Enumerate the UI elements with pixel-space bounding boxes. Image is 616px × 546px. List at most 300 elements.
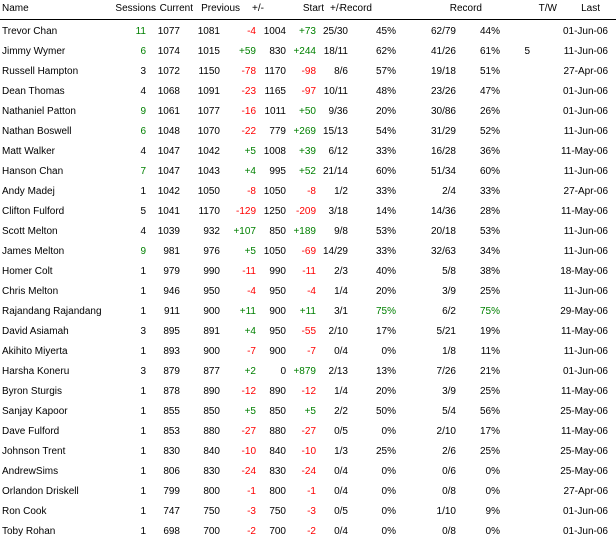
cell-start: 850 (269, 226, 286, 237)
cell-record-total: 1/8 (442, 346, 456, 357)
cell-current: 1072 (157, 66, 180, 77)
cell-diff-start: -11 (302, 266, 316, 277)
cell-sessions: 1 (140, 466, 146, 477)
cell-start: 1011 (264, 106, 286, 117)
cell-start: 830 (269, 46, 286, 57)
cell-name: AndrewSims (2, 466, 59, 477)
cell-name: Clifton Fulford (2, 206, 65, 217)
cell-start: 990 (269, 266, 286, 277)
cell-diff-previous: -8 (247, 186, 256, 197)
cell-record-total: 51/34 (430, 166, 456, 177)
cell-tw (510, 402, 530, 422)
cell-record: 21/14 (322, 166, 348, 177)
cell-current: 698 (163, 526, 180, 537)
cell-record-total-pct: 0% (485, 486, 500, 497)
cell-previous: 850 (203, 406, 220, 417)
cell-sessions: 1 (140, 486, 146, 497)
cell-name: Ron Cook (2, 506, 47, 517)
table-row (0, 242, 616, 262)
cell-record-total-pct: 0% (485, 466, 500, 477)
cell-sessions: 3 (140, 326, 146, 337)
cell-last: 11-Jun-06 (563, 246, 608, 257)
cell-sessions: 1 (140, 286, 146, 297)
cell-name: Jimmy Wymer (2, 46, 66, 57)
cell-tw (510, 422, 530, 442)
cell-previous: 1070 (197, 126, 220, 137)
table-row (0, 22, 616, 42)
cell-previous: 840 (203, 446, 220, 457)
table-row (0, 482, 616, 502)
cell-diff-previous: -7 (247, 346, 256, 357)
table-row (0, 282, 616, 302)
cell-record-pct: 60% (375, 166, 396, 177)
cell-record-total-pct: 60% (479, 166, 500, 177)
cell-record: 1/4 (334, 286, 348, 297)
cell-diff-previous: +11 (239, 306, 256, 317)
cell-diff-start: -7 (307, 346, 316, 357)
cell-tw (510, 182, 530, 202)
cell-record-total-pct: 0% (485, 526, 500, 537)
cell-diff-previous: +2 (244, 366, 256, 377)
table-row (0, 182, 616, 202)
cell-previous: 950 (203, 286, 220, 297)
cell-tw (510, 242, 530, 262)
cell-record-pct: 45% (375, 26, 396, 37)
cell-last: 01-Jun-06 (562, 86, 608, 97)
cell-record-total-pct: 44% (479, 26, 500, 37)
cell-start: 890 (269, 386, 286, 397)
cell-diff-start: -69 (301, 246, 316, 257)
cell-current: 1041 (157, 206, 180, 217)
cell-last: 01-Jun-06 (562, 26, 608, 37)
cell-start: 1170 (264, 66, 286, 77)
cell-start: 0 (280, 366, 286, 377)
cell-diff-previous: +4 (244, 166, 256, 177)
cell-current: 911 (164, 306, 180, 317)
cell-current: 1047 (157, 146, 180, 157)
cell-current: 979 (163, 266, 180, 277)
cell-tw (510, 522, 530, 542)
cell-diff-start: -24 (301, 466, 316, 477)
cell-name: Andy Madej (2, 186, 55, 197)
cell-record-total-pct: 11% (480, 346, 500, 357)
cell-last: 11-Jun-06 (563, 226, 608, 237)
cell-current: 830 (163, 446, 180, 457)
cell-record-pct: 57% (375, 66, 396, 77)
cell-sessions: 4 (140, 86, 146, 97)
cell-tw (510, 62, 530, 82)
cell-sessions: 5 (140, 206, 146, 217)
cell-sessions: 1 (140, 266, 146, 277)
table-row (0, 302, 616, 322)
header-start: Start (302, 3, 324, 14)
cell-record-pct: 20% (375, 106, 396, 117)
cell-previous: 1150 (198, 66, 220, 77)
table-row (0, 462, 616, 482)
cell-record-pct: 0% (381, 466, 396, 477)
table-row (0, 62, 616, 82)
cell-diff-previous: -1 (247, 486, 256, 497)
cell-record-total: 5/21 (436, 326, 456, 337)
cell-current: 1068 (157, 86, 180, 97)
cell-last: 25-May-06 (560, 406, 608, 417)
header-record: Record (339, 3, 372, 14)
cell-previous: 700 (203, 526, 220, 537)
cell-diff-start: -3 (307, 506, 316, 517)
cell-record-pct: 48% (375, 86, 396, 97)
cell-diff-previous: +5 (244, 146, 256, 157)
cell-last: 27-Apr-06 (563, 66, 608, 77)
cell-current: 1061 (157, 106, 180, 117)
cell-last: 11-Jun-06 (563, 166, 608, 177)
table-row (0, 382, 616, 402)
cell-last: 01-Jun-06 (562, 526, 608, 537)
cell-last: 11-Jun-06 (563, 126, 608, 137)
cell-record-total: 2/10 (436, 426, 456, 437)
header-row (0, 0, 616, 20)
cell-last: 25-May-06 (560, 446, 608, 457)
table-row (0, 142, 616, 162)
cell-diff-start: -27 (301, 426, 316, 437)
table-row (0, 522, 616, 542)
cell-start: 995 (269, 166, 286, 177)
cell-diff-previous: -10 (241, 446, 256, 457)
cell-current: 981 (163, 246, 180, 257)
cell-current: 855 (163, 406, 180, 417)
cell-record-pct: 53% (375, 226, 396, 237)
cell-name: Toby Rohan (2, 526, 56, 537)
cell-name: Nathaniel Patton (2, 106, 76, 117)
cell-previous: 1091 (197, 86, 220, 97)
header-diff-previous: +/- (252, 3, 264, 14)
cell-record-total: 3/9 (442, 286, 456, 297)
cell-start: 1050 (263, 186, 286, 197)
cell-diff-start: +244 (293, 46, 316, 57)
cell-name: Hanson Chan (2, 166, 64, 177)
cell-record-total: 41/26 (430, 46, 456, 57)
cell-name: Matt Walker (2, 146, 55, 157)
cell-start: 1004 (263, 26, 286, 37)
cell-record-pct: 75% (375, 306, 396, 317)
cell-previous: 1015 (197, 46, 220, 57)
cell-name: Scott Melton (2, 226, 58, 237)
cell-tw (510, 162, 530, 182)
cell-diff-previous: -27 (241, 426, 256, 437)
cell-record: 0/5 (334, 426, 348, 437)
cell-current: 946 (163, 286, 180, 297)
cell-record-total: 31/29 (430, 126, 456, 137)
table-row (0, 362, 616, 382)
cell-sessions: 4 (140, 226, 146, 237)
table-row (0, 102, 616, 122)
cell-record-total-pct: 56% (479, 406, 500, 417)
cell-start: 880 (269, 426, 286, 437)
cell-diff-start: +52 (299, 166, 316, 177)
cell-record-pct: 0% (381, 526, 396, 537)
cell-previous: 1081 (197, 26, 220, 37)
cell-record: 3/18 (328, 206, 348, 217)
cell-sessions: 1 (140, 386, 146, 397)
cell-record: 2/2 (334, 406, 348, 417)
cell-previous: 900 (203, 306, 220, 317)
cell-record: 0/4 (334, 466, 348, 477)
cell-record-total-pct: 75% (479, 306, 500, 317)
cell-sessions: 3 (140, 66, 146, 77)
cell-diff-start: +39 (299, 146, 316, 157)
cell-name: Johnson Trent (2, 446, 66, 457)
cell-tw (510, 322, 530, 342)
cell-record: 8/6 (334, 66, 348, 77)
cell-last: 25-May-06 (560, 466, 608, 477)
cell-record-total-pct: 33% (479, 186, 500, 197)
cell-record-total: 62/79 (430, 26, 456, 37)
cell-record: 14/29 (322, 246, 348, 257)
cell-record-pct: 33% (375, 186, 396, 197)
cell-previous: 900 (203, 346, 220, 357)
cell-tw (510, 362, 530, 382)
cell-diff-previous: -23 (241, 86, 256, 97)
cell-last: 18-May-06 (560, 266, 608, 277)
cell-record: 0/5 (334, 506, 348, 517)
cell-start: 950 (269, 326, 286, 337)
cell-tw (510, 102, 530, 122)
cell-tw (510, 502, 530, 522)
cell-previous: 1077 (197, 106, 220, 117)
cell-name: Trevor Chan (2, 26, 58, 37)
cell-record-total-pct: 19% (479, 326, 500, 337)
cell-record-total-pct: 53% (479, 226, 500, 237)
cell-diff-start: -4 (307, 286, 316, 297)
header-diff-start: +/- (330, 3, 342, 14)
cell-diff-start: -12 (301, 386, 316, 397)
cell-record: 25/30 (322, 26, 348, 37)
cell-record-total-pct: 36% (479, 146, 500, 157)
cell-tw (510, 22, 530, 42)
header-name: Name (2, 3, 29, 14)
cell-sessions: 7 (140, 166, 146, 177)
cell-record: 10/11 (323, 86, 348, 97)
cell-record: 0/4 (334, 486, 348, 497)
cell-last: 01-Jun-06 (562, 366, 608, 377)
header-previous: Previous (201, 3, 240, 14)
cell-name: Akihito Miyerta (2, 346, 68, 357)
cell-sessions: 6 (140, 46, 146, 57)
cell-last: 11-Jun-06 (563, 46, 608, 57)
cell-record: 1/4 (334, 386, 348, 397)
cell-last: 11-May-06 (560, 386, 608, 397)
cell-current: 878 (163, 386, 180, 397)
table-row (0, 162, 616, 182)
cell-record-pct: 14% (375, 206, 396, 217)
cell-tw (510, 82, 530, 102)
header-tw: T/W (538, 3, 557, 14)
cell-tw (510, 202, 530, 222)
cell-record-total-pct: 61% (479, 46, 500, 57)
cell-record-pct: 20% (375, 386, 396, 397)
cell-previous: 932 (203, 226, 220, 237)
cell-record: 15/13 (322, 126, 348, 137)
cell-name: Dave Fulford (2, 426, 60, 437)
cell-diff-start: -10 (301, 446, 316, 457)
cell-diff-previous: -4 (247, 26, 256, 37)
cell-name: James Melton (2, 246, 65, 257)
cell-last: 01-Jun-06 (562, 506, 608, 517)
cell-tw (510, 482, 530, 502)
cell-record-total: 3/9 (442, 386, 456, 397)
cell-tw (510, 462, 530, 482)
cell-current: 806 (163, 466, 180, 477)
table-row (0, 262, 616, 282)
table-row (0, 202, 616, 222)
cell-start: 800 (269, 486, 286, 497)
cell-previous: 830 (203, 466, 220, 477)
cell-current: 1042 (157, 186, 180, 197)
cell-record-total-pct: 17% (479, 426, 500, 437)
cell-record-total: 0/8 (442, 486, 456, 497)
cell-record-pct: 0% (381, 506, 396, 517)
cell-last: 27-Apr-06 (563, 186, 608, 197)
table-row (0, 122, 616, 142)
cell-sessions: 4 (140, 146, 146, 157)
cell-record-total: 2/4 (442, 186, 456, 197)
cell-record: 9/8 (334, 226, 348, 237)
cell-tw (510, 382, 530, 402)
cell-record-total: 1/10 (436, 506, 456, 517)
cell-last: 27-Apr-06 (563, 486, 608, 497)
cell-diff-previous: -22 (241, 126, 256, 137)
cell-sessions: 1 (140, 306, 146, 317)
cell-record-pct: 20% (375, 286, 396, 297)
cell-name: Orlandon Driskell (2, 486, 79, 497)
cell-record-total: 0/8 (442, 526, 456, 537)
cell-current: 747 (163, 506, 180, 517)
cell-last: 29-May-06 (560, 306, 608, 317)
cell-record-pct: 25% (375, 446, 396, 457)
cell-start: 1250 (263, 206, 286, 217)
cell-diff-start: +5 (304, 406, 316, 417)
cell-diff-previous: -24 (241, 466, 256, 477)
cell-record-pct: 0% (381, 346, 396, 357)
cell-record-total-pct: 52% (479, 126, 500, 137)
cell-sessions: 3 (140, 366, 146, 377)
header-record-total: Record (449, 3, 482, 14)
cell-sessions: 1 (140, 426, 146, 437)
cell-start: 900 (269, 346, 286, 357)
cell-diff-previous: -12 (241, 386, 256, 397)
table-row (0, 442, 616, 462)
cell-current: 1039 (157, 226, 180, 237)
cell-record: 18/11 (323, 46, 348, 57)
cell-diff-previous: +4 (244, 326, 256, 337)
cell-tw (510, 122, 530, 142)
cell-record-total-pct: 28% (479, 206, 500, 217)
cell-tw (510, 302, 530, 322)
cell-diff-start: -8 (307, 186, 316, 197)
cell-name: Harsha Koneru (2, 366, 70, 377)
cell-record: 1/3 (334, 446, 348, 457)
cell-tw (510, 342, 530, 362)
cell-name: Sanjay Kapoor (2, 406, 68, 417)
cell-diff-start: -2 (307, 526, 316, 537)
cell-diff-start: +73 (299, 26, 316, 37)
cell-record: 9/36 (328, 106, 348, 117)
cell-previous: 1170 (198, 206, 220, 217)
cell-name: David Asiamah (2, 326, 69, 337)
cell-record-total: 6/2 (442, 306, 456, 317)
cell-sessions: 9 (140, 106, 146, 117)
cell-start: 950 (269, 286, 286, 297)
cell-current: 879 (163, 366, 180, 377)
cell-name: Chris Melton (2, 286, 59, 297)
cell-record-total: 0/6 (442, 466, 456, 477)
cell-sessions: 1 (140, 526, 146, 537)
cell-current: 1047 (157, 166, 180, 177)
cell-start: 1050 (263, 246, 286, 257)
cell-record-total-pct: 21% (479, 366, 500, 377)
cell-start: 779 (269, 126, 286, 137)
cell-record-total: 23/26 (430, 86, 456, 97)
cell-sessions: 1 (140, 186, 146, 197)
header-sessions: Sessions (115, 3, 156, 14)
cell-record-total-pct: 34% (479, 246, 500, 257)
cell-diff-previous: +59 (239, 46, 256, 57)
table-row (0, 402, 616, 422)
cell-diff-previous: -4 (247, 286, 256, 297)
cell-sessions: 1 (140, 346, 146, 357)
cell-record: 0/4 (334, 526, 348, 537)
cell-sessions: 1 (140, 506, 146, 517)
cell-diff-previous: +5 (244, 246, 256, 257)
cell-diff-start: +50 (299, 106, 316, 117)
cell-sessions: 6 (140, 126, 146, 137)
cell-record: 6/12 (328, 146, 348, 157)
cell-record: 3/1 (334, 306, 348, 317)
cell-current: 1048 (157, 126, 180, 137)
cell-record: 2/10 (328, 326, 348, 337)
cell-last: 11-May-06 (560, 326, 608, 337)
header-current: Current (159, 3, 193, 14)
table-row (0, 82, 616, 102)
cell-current: 1077 (157, 26, 180, 37)
cell-record-pct: 54% (375, 126, 396, 137)
cell-record-total: 5/8 (442, 266, 456, 277)
cell-sessions: 1 (140, 406, 146, 417)
cell-name: Dean Thomas (2, 86, 65, 97)
cell-record-total: 19/18 (430, 66, 456, 77)
cell-record-total: 16/28 (430, 146, 456, 157)
cell-diff-previous: +107 (233, 226, 256, 237)
table-row (0, 422, 616, 442)
table-row (0, 342, 616, 362)
cell-diff-previous: -78 (241, 66, 256, 77)
cell-name: Homer Colt (2, 266, 53, 277)
cell-tw (510, 262, 530, 282)
cell-record-total-pct: 9% (485, 506, 500, 517)
cell-previous: 976 (203, 246, 220, 257)
cell-previous: 890 (203, 386, 220, 397)
cell-record-total-pct: 25% (479, 386, 500, 397)
cell-diff-previous: -3 (247, 506, 256, 517)
cell-record-pct: 0% (381, 486, 396, 497)
cell-record-pct: 33% (375, 246, 396, 257)
cell-diff-previous: +5 (244, 406, 256, 417)
cell-record-pct: 62% (375, 46, 396, 57)
cell-previous: 891 (203, 326, 220, 337)
cell-tw (510, 442, 530, 462)
cell-record: 1/2 (334, 186, 348, 197)
cell-current: 1074 (157, 46, 180, 57)
cell-name: Byron Sturgis (2, 386, 63, 397)
